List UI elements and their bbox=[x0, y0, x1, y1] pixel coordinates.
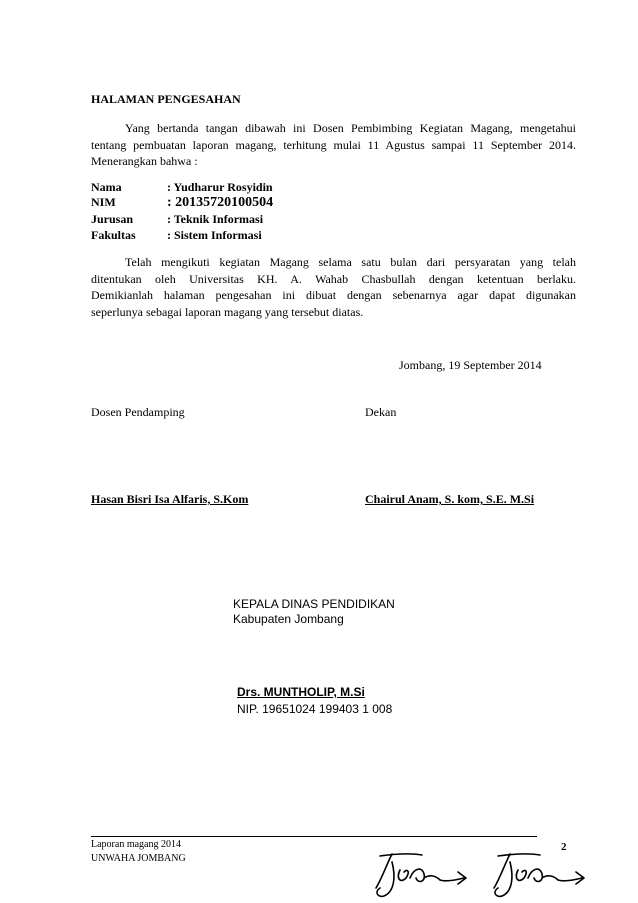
student-fakultas-row bbox=[91, 228, 262, 243]
kepala-title: KEPALA DINAS PENDIDIKAN bbox=[233, 597, 395, 611]
handwritten-signature-2 bbox=[488, 848, 590, 900]
left-signatory-role: Dosen Pendamping bbox=[91, 405, 185, 419]
student-jurusan-value: : Teknik Informasi bbox=[167, 212, 264, 226]
kepala-name: Drs. MUNTHOLIP, M.Si bbox=[237, 685, 365, 699]
right-signatory-name: Chairul Anam, S. kom, S.E. M.Si bbox=[365, 492, 535, 506]
intro-paragraph bbox=[91, 120, 576, 170]
place-date: Jombang, 19 September 2014 bbox=[399, 358, 542, 372]
right-signatory-role: Dekan bbox=[365, 405, 397, 419]
student-name-label: Nama bbox=[91, 180, 122, 194]
footer-divider bbox=[91, 836, 537, 837]
left-signatory-name: Hasan Bisri Isa Alfaris, S.Kom bbox=[91, 492, 249, 506]
kepala-subtitle: Kabupaten Jombang bbox=[233, 612, 344, 626]
footer-line-1: Laporan magang 2014 bbox=[91, 839, 181, 850]
student-fakultas-value: : Sistem Informasi bbox=[167, 228, 262, 242]
footer-line-2: UNWAHA JOMBANG bbox=[91, 853, 186, 864]
student-name-value: : Yudharur Rosyidin bbox=[167, 180, 273, 194]
intro-line-3: Menerangkan bahwa : bbox=[91, 154, 198, 168]
student-jurusan-row bbox=[91, 212, 263, 227]
student-nim-value: : 20135720100504 bbox=[167, 195, 274, 210]
handwritten-signature-1 bbox=[370, 848, 472, 900]
student-jurusan-label: Jurusan bbox=[91, 212, 134, 226]
student-nim-row bbox=[91, 195, 273, 211]
intro-line-1: Yang bertanda tangan dibawah ini Dosen Pembimbing Kegiatan Magang, mengetahui bbox=[125, 121, 576, 135]
kepala-nip: NIP. 19651024 199403 1 008 bbox=[237, 702, 393, 716]
student-name-row bbox=[91, 180, 273, 195]
student-fakultas-label: Fakultas bbox=[91, 228, 136, 242]
page-number: 2 bbox=[561, 841, 567, 853]
page-title: HALAMAN PENGESAHAN bbox=[91, 92, 241, 106]
body-line-4: seperlunya sebagai laporan magang yang tersebut diatas. bbox=[91, 304, 364, 319]
intro-line-2: tentang pembuatan laporan magang, terhitung mulai 11 Agustus sampai 11 September 2014. bbox=[91, 137, 576, 152]
body-line-1: Telah mengikuti kegiatan Magang selama satu bulan dari persyaratan yang telah bbox=[125, 255, 576, 269]
body-line-3: Demikianlah halaman pengesahan ini dibuat dengan sebenarnya agar dapat digunakan bbox=[91, 288, 576, 302]
student-nim-label: NIM bbox=[91, 195, 116, 209]
body-line-2: ditentukan oleh Universitas KH. A. Wahab Chasbullah dengan ketentuan berlaku. bbox=[91, 271, 576, 286]
body-paragraph bbox=[91, 254, 576, 320]
